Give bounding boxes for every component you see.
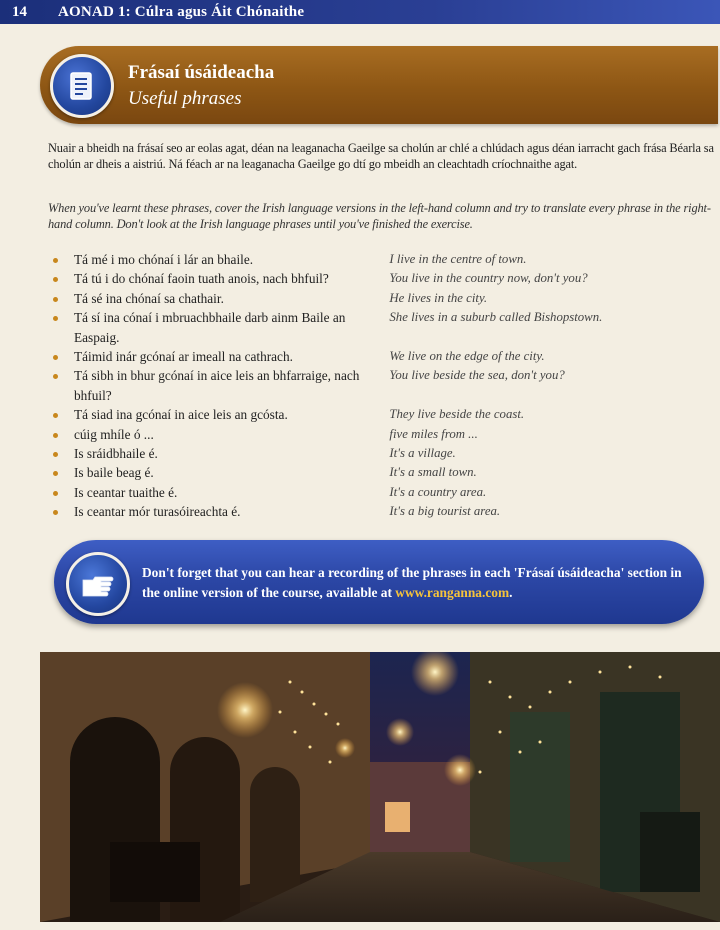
- page-header: [0, 0, 720, 24]
- unit-title: AONAD 1: Cúlra agus Áit Chónaithe: [58, 3, 305, 20]
- phrase-irish: Tá siad ina gcónaí in aice leis an gcósta.: [48, 405, 389, 424]
- list-item: [48, 366, 668, 405]
- phrase-english: He lives in the city.: [389, 290, 488, 305]
- phrase-irish: Is sráidbhaile é.: [48, 444, 389, 463]
- recording-note: [142, 563, 682, 603]
- instructions-irish: Nuair a bheidh na frásaí seo ar eolas agat, déan na leaganacha Gaeilge sa cholún ar chlé a chlúdach agus déan iarracht gach frása Béarla sa cholún ar dheis a aistriú. Ná féach ar na leaganacha Gaeilge go dtí go mbeidh an cleachtadh críochnaithe agat.: [48, 141, 714, 171]
- phrase-irish: Tá sibh in bhur gcónaí in aice leis an bhfarraige, nach bhfuil?: [48, 366, 389, 405]
- section-subtitle: Useful phrases: [128, 88, 242, 109]
- phrase-irish: Is ceantar tuaithe é.: [48, 483, 389, 502]
- list-item: [48, 425, 668, 444]
- list-item: [48, 444, 668, 463]
- list-item: [48, 250, 668, 269]
- phrase-list: [48, 250, 668, 522]
- street-photo: [40, 652, 720, 922]
- phrase-english: It's a village.: [389, 446, 456, 461]
- phrase-english: They live beside the coast.: [389, 407, 525, 422]
- website-link[interactable]: www.ranganna.com: [395, 585, 510, 600]
- list-item: [48, 483, 668, 502]
- phrase-english: It's a big tourist area.: [389, 504, 501, 519]
- note-suffix: .: [509, 585, 513, 600]
- list-item: [48, 347, 668, 366]
- phrase-english: You live in the country now, don't you?: [389, 271, 588, 286]
- list-item: [48, 502, 668, 521]
- phrase-english: We live on the edge of the city.: [389, 349, 545, 364]
- phrase-irish: Táimid inár gcónaí ar imeall na cathrach.: [48, 347, 389, 366]
- instructions-english: When you've learnt these phrases, cover the Irish language versions in the left-hand column and try to translate every phrase in the right-hand column. Don't look at the Irish language phrases until you've finished the exercise.: [48, 201, 711, 231]
- phrase-irish: Tá sé ina chónaí sa chathair.: [48, 289, 389, 308]
- phrase-english: You live beside the sea, don't you?: [389, 368, 565, 383]
- phrase-english: five miles from ...: [389, 426, 478, 441]
- phrase-irish: cúig mhíle ó ...: [48, 425, 389, 444]
- section-title: Frásaí úsáideacha: [128, 62, 275, 83]
- pointing-hand-icon: [66, 552, 130, 616]
- phrase-irish: Is baile beag é.: [48, 463, 389, 482]
- phrase-english: She lives in a suburb called Bishopstown.: [389, 310, 603, 325]
- list-item: [48, 289, 668, 308]
- phrase-english: It's a small town.: [389, 465, 477, 480]
- note-text: Don't forget that you can hear a recording of the phrases in each 'Frásaí úsáideacha' section in the online version of the course, available at: [142, 565, 682, 600]
- document-icon: [50, 54, 114, 118]
- list-item: [48, 269, 668, 288]
- list-item: [48, 405, 668, 424]
- phrase-irish: Tá tú i do chónaí faoin tuath anois, nach bhfuil?: [48, 269, 389, 288]
- phrase-english: I live in the centre of town.: [389, 252, 527, 266]
- list-item: [48, 308, 668, 347]
- phrase-english: It's a country area.: [389, 484, 487, 499]
- useful-phrases-banner: [40, 46, 718, 124]
- phrase-irish: Is ceantar mór turasóireachta é.: [48, 502, 389, 521]
- phrase-irish: Tá sí ina cónaí i mbruachbhaile darb ainm Baile an Easpaig.: [48, 308, 389, 347]
- page-number: 14: [12, 3, 27, 20]
- phrase-irish: Tá mé i mo chónaí i lár an bhaile.: [48, 250, 389, 269]
- list-item: [48, 463, 668, 482]
